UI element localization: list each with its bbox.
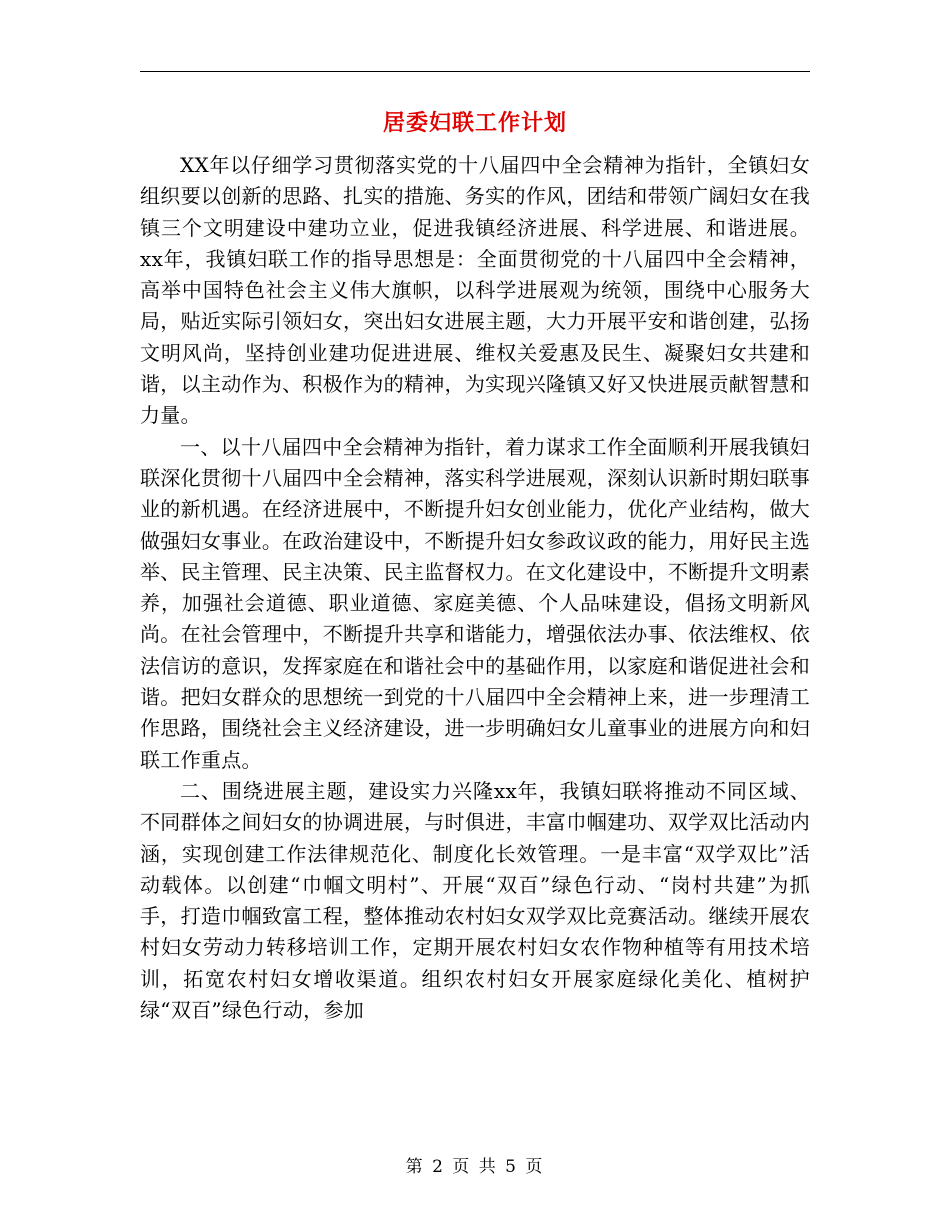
paragraph-intro: XX年以仔细学习贯彻落实党的十八届四中全会精神为指针，全镇妇女组织要以创新的思路、扎实的措施、务实的作风，团结和带领广阔妇女在我镇三个文明建设中建功立业，促进我镇经济进展、科学进展、和谐进展。xx年，我镇妇联工作的指导思想是：全面贯彻党的十八届四中全会精神，高举中国特色社会主义伟大旗帜，以科学进展观为统领，围绕中心服务大局，贴近实际引领妇女，突出妇女进展主题，大力开展平安和谐创建，弘扬文明风尚，坚持创业建功促进进展、维权关爱惠及民生、凝聚妇女共建和谐，以主动作为、积极作为的精神，为实现兴隆镇又好又快进展贡献智慧和力量。 — [140, 153, 810, 428]
paragraph-section-1: 一、以十八届四中全会精神为指针，着力谋求工作全面顺利开展我镇妇联深化贯彻十八届四中全会精神，落实科学进展观，深刻认识新时期妇联事业的新机遇。在经济进展中，不断提升妇女创业能力，优化产业结构，做大做强妇女事业。在政治建设中，不断提升妇女参政议政的能力，用好民主选举、民主管理、民主决策、民主监督权力。在文化建设中，不断提升文明素养，加强社会道德、职业道德、家庭美德、个人品味建设，倡扬文明新风尚。在社会管理中，不断提升共享和谐能力，增强依法办事、依法维权、依法信访的意识，发挥家庭在和谐社会中的基础作用，以家庭和谐促进社会和谐。把妇女群众的思想统一到党的十八届四中全会精神上来，进一步理清工作思路，围绕社会主义经济建设，进一步明确妇女儿童事业的进展方向和妇联工作重点。 — [140, 434, 810, 772]
document-title: 居委妇联工作计划 — [382, 110, 567, 136]
header-rule — [140, 71, 810, 72]
paragraph-section-2: 二、围绕进展主题，建设实力兴隆xx年，我镇妇联将推动不同区域、不同群体之间妇女的协调进展，与时俱进，丰富巾帼建功、双学双比活动内涵，实现创建工作法律规范化、制度化长效管理。一是丰富“双学双比”活动载体。以创建“巾帼文明村”、开展“双百”绿色行动、“岗村共建”为抓手，打造巾帼致富工程，整体推动农村妇女双学双比竞赛活动。继续开展农村妇女劳动力转移培训工作，定期开展农村妇女农作物种植等有用技术培训，拓宽农村妇女增收渠道。组织农村妇女开展家庭绿化美化、植树护绿“双百”绿色行动，参加 — [140, 778, 810, 1023]
page-number-footer: 第 2 页 共 5 页 — [405, 1157, 545, 1177]
document-body — [140, 150, 810, 1026]
